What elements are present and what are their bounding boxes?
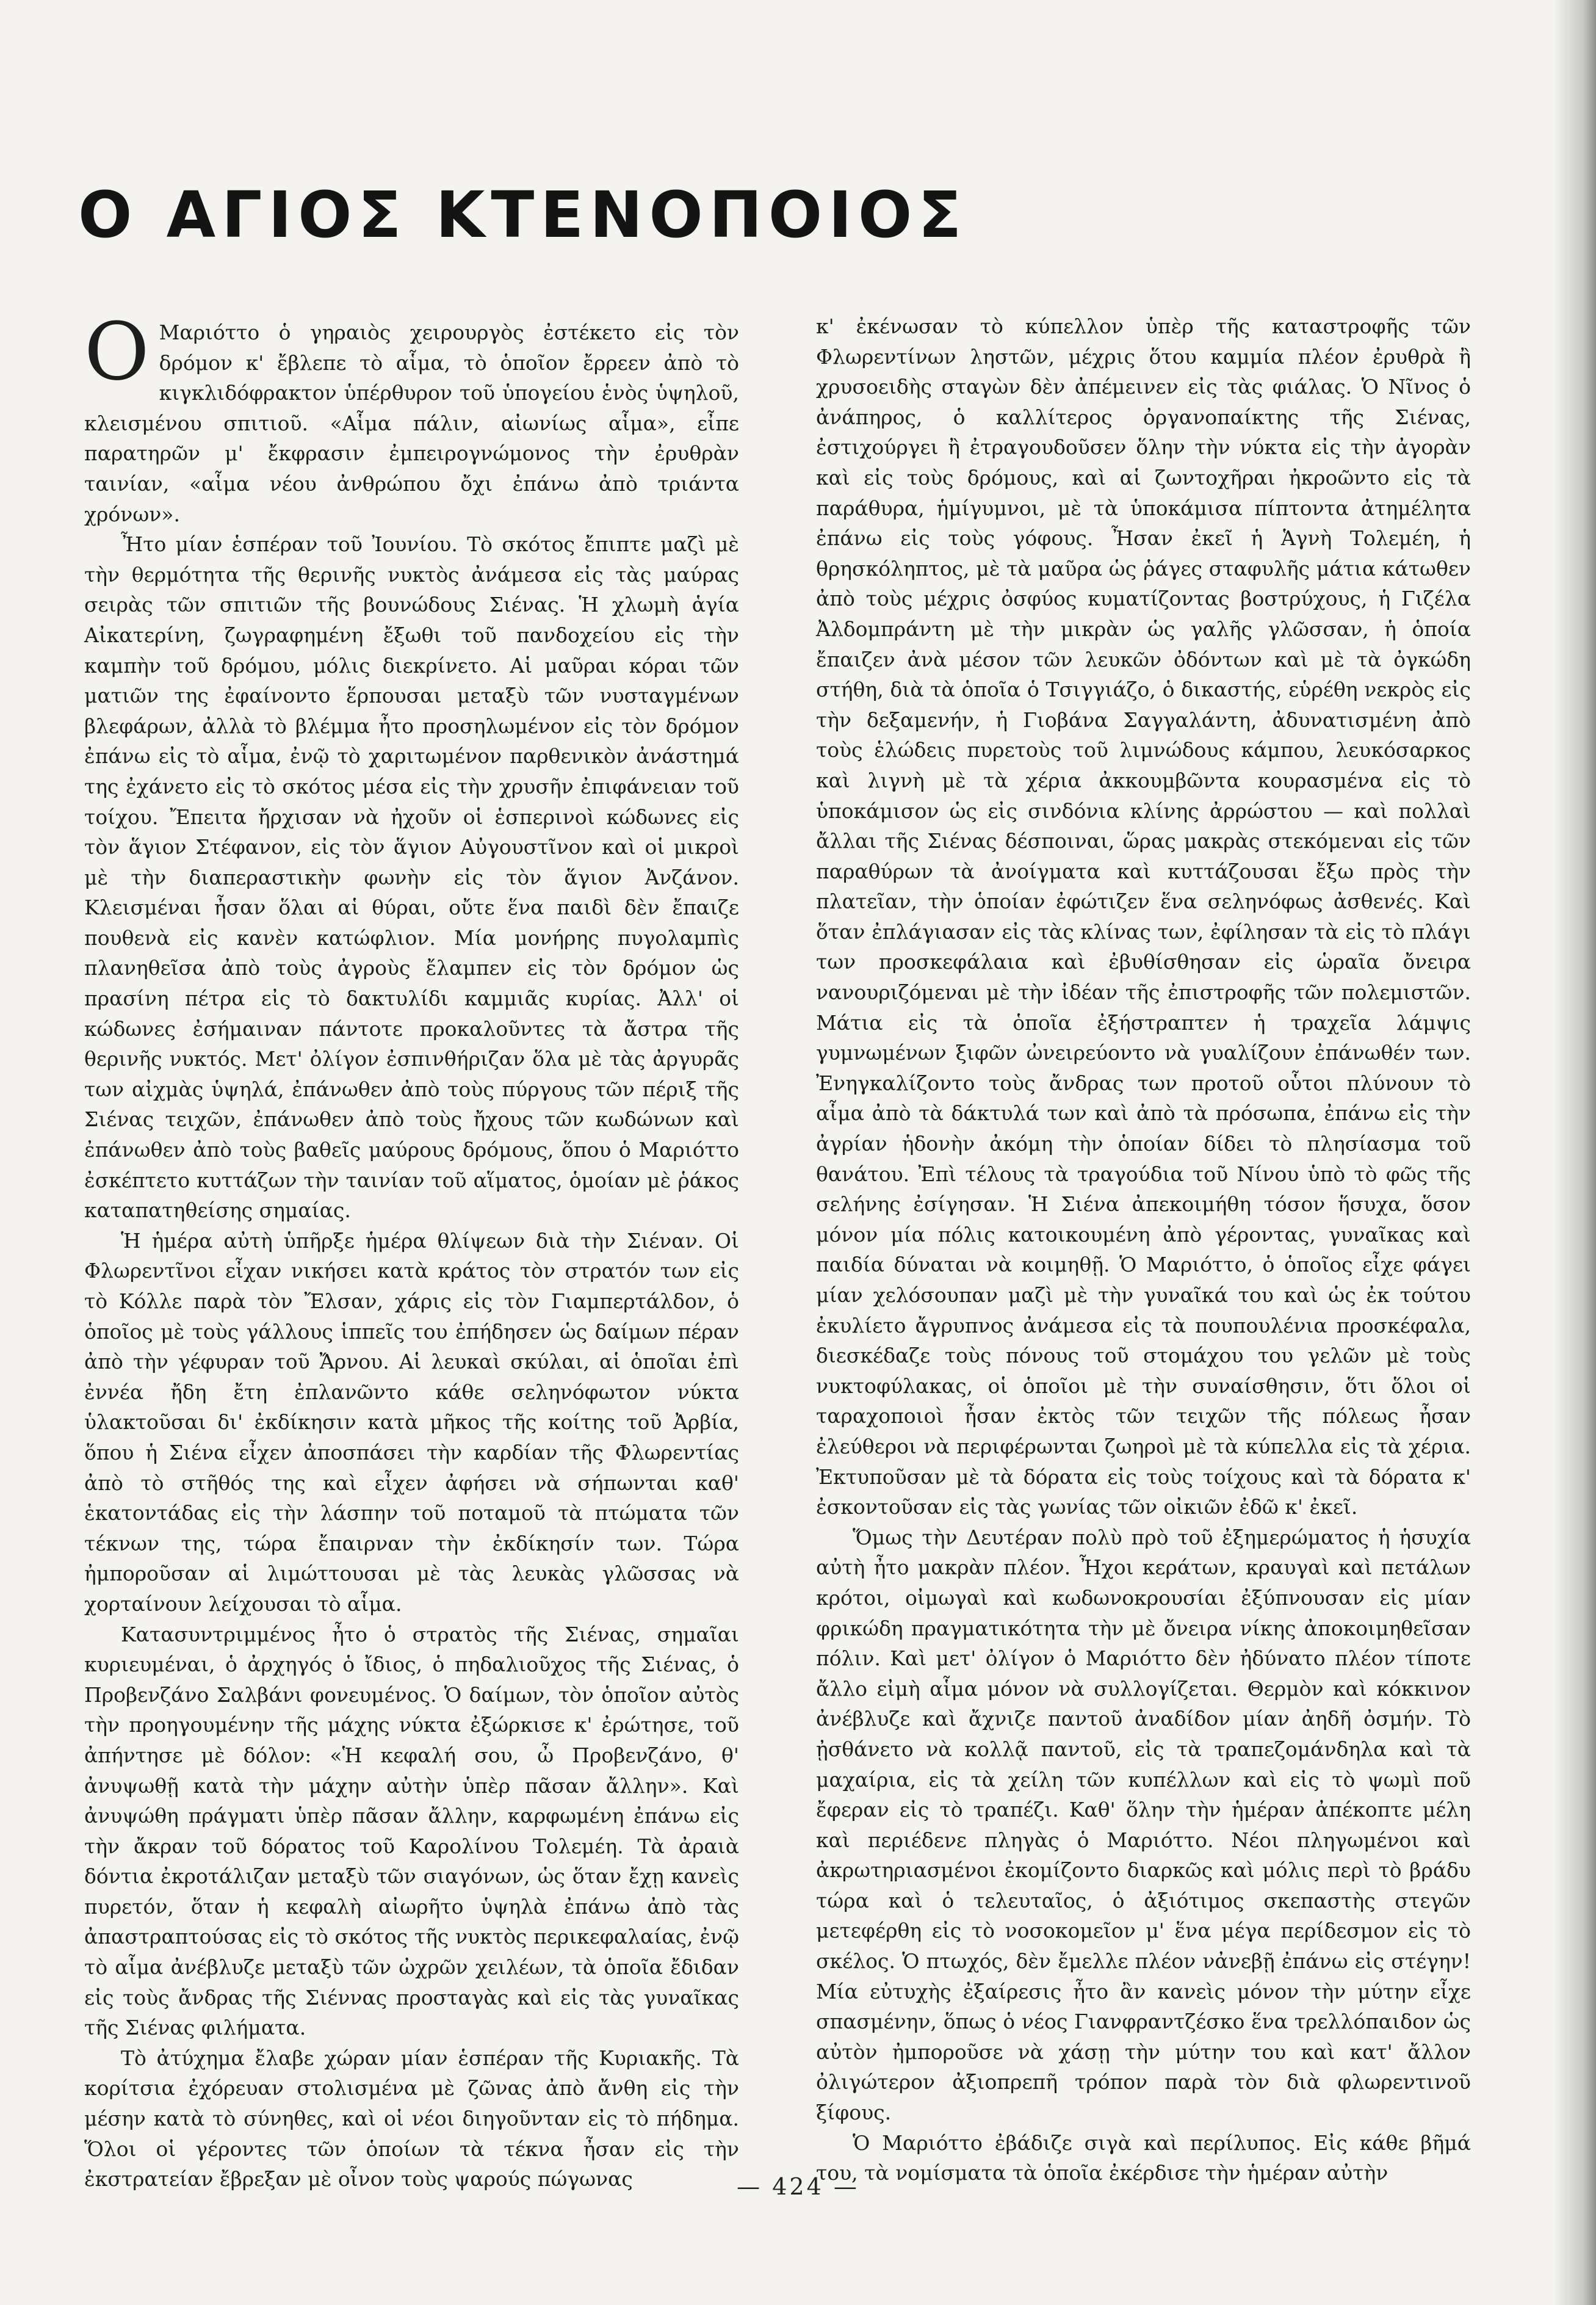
paragraph: Ἡ ἡμέρα αὐτὴ ὑπῆρξε ἡμέρα θλίψεων διὰ τὴν Σιέναν. Οἱ Φλωρεντῖνοι εἶχαν νικήσει κατὰ κράτος τὸν στρατόν των εἰς τὸ Κόλλε παρὰ τὸν Ἔλσαν, χάρις εἰς τὸν Γιαμπερτάλδον, ὁ ὁποῖος μὲ τοὺς γάλλους ἱππεῖς του ἐπήδησεν ὡς δαίμων πέραν ἀπὸ τὴν γέφυραν τοῦ Ἄρνου. Αἱ λευκαὶ σκύλαι, αἱ ὁποῖαι ἐπὶ ἐννέα ἤδη ἔτη ἐπλανῶντο κάθε σεληνόφωτον νύκτα ὑλακτοῦσαι δι' ἐκδίκησιν κατὰ μῆκος τῆς κοίτης τοῦ Ἀρβία, ὅπου ἡ Σιένα εἶχεν ἀποσπάσει τὴν καρδίαν τῆς Φλωρεντίας ἀπὸ τὸ στῆθός της καὶ εἶχεν ἀφήσει νὰ σήπωνται καθ' ἑκατοντάδας εἰς τὴν λάσπην τοῦ ποταμοῦ τὰ πτώματα τῶν τέκνων της, τώρα ἔπαιρναν τὴν ἐκδίκησίν των. Τώρα ἠμποροῦσαν αἱ λιμώττουσαι μὲ τὰς λευκὰς γλῶσσας νὰ χορταίνουν λείχουσαι τὸ αἷμα. bbox=[84, 1228, 739, 1616]
paragraph: Ὁ Μαριόττο ἐβάδιζε σιγὰ καὶ περίλυπος. Εἰς κάθε βῆμά του, τὰ νομίσματα τὰ ὁποῖα ἐκέρδισε τὴν ἡμέραν αὐτὴν bbox=[816, 2130, 1471, 2185]
paragraph-text: Μαριόττο ὁ γηραιὸς χειρουργὸς ἐστέκετο εἰς τὸν δρόμον κ' ἔβλεπε τὸ αἷμα, τὸ ὁποῖον ἔρρεεν ἀπὸ τὸ κιγκλιδόφρακτον ὑπέρθυρον τοῦ ὑπογείου ἑνὸς ὑψηλοῦ, κλεισμένου σπιτιοῦ. «Αἷμα πάλιν, αἰωνίως αἷμα», εἶπε παρατηρῶν μ' ἔκφρασιν ἐμπειρογνώμονος τὴν ἐρυθρὰν ταινίαν, «αἷμα νέου ἀνθρώπου ὄχι ἐπάνω ἀπὸ τριάντα χρόνων». bbox=[84, 320, 739, 526]
paragraph: Κατασυντριμμένος ἦτο ὁ στρατὸς τῆς Σιένας, σημαῖαι κυριευμέναι, ὁ ἀρχηγός ὁ ἴδιος, ὁ πηδαλιοῦχος τῆς Σιένας, ὁ Προβενζάνο Σαλβάνι φονευμένος. Ὁ δαίμων, τὸν ὁποῖον αὐτὸς τὴν προηγουμένην τῆς μάχης νύκτα ἐξώρκισε κ' ἐρώτησε, τοῦ ἀπήντησε μὲ δόλον: «Ἡ κεφαλή σου, ὦ Προβενζάνο, θ' ἀνυψωθῇ κατὰ τὴν μάχην αὐτὴν ὑπὲρ πᾶσαν ἄλλην». Καὶ ἀνυψώθη πράγματι ὑπὲρ πᾶσαν ἄλλην, καρφωμένη ἐπάνω εἰς τὴν ἄκραν τοῦ δόρατος τοῦ Καρολίνου Τολεμέη. Τὰ ἀραιὰ δόντια ἐκροτάλιζαν μεταξὺ τῶν σιαγόνων, ὡς ὅταν ἔχῃ κανεὶς πυρετόν, ὅταν ἡ κεφαλὴ αἰωρῆτο ὑψηλὰ ἐπάνω ἀπὸ τὰς ἀπαστραπτούσας εἰς τὸ σκότος τῆς νυκτὸς περικεφαλαίας, ἐνῷ τὸ αἷμα ἀνέβλυζε μεταξὺ τῶν ὠχρῶν χειλέων, τὰ ὁποῖα ἔδιδαν εἰς τοὺς ἄνδρας τῆς Σιέννας προσταγὰς καὶ εἰς τὰς γυναῖκας τῆς Σιένας φιλήματα. bbox=[84, 1622, 739, 2040]
binding-edge-shadow bbox=[1553, 0, 1596, 2305]
right-column bbox=[816, 311, 1471, 2185]
paragraph bbox=[84, 305, 739, 529]
page-number: — 424 — bbox=[737, 2173, 859, 2200]
article-title: Ο ΑΓΙΟΣ ΚΤΕΝΟΠΟΙΟΣ bbox=[78, 178, 968, 252]
left-column bbox=[84, 305, 739, 2191]
paragraph: κ' ἐκένωσαν τὸ κύπελλον ὑπὲρ τῆς καταστροφῆς τῶν Φλωρεντίνων ληστῶν, μέχρις ὅτου καμμία πλέον ἐρυθρὰ ἢ χρυσοειδὴς σταγὼν δὲν ἀπέμεινεν εἰς τὰς φιάλας. Ὁ Νῖνος ὁ ἀνάπηρος, ὁ καλλίτερος ὀργανοπαίκτης τῆς Σιένας, ἐστιχούργει ἢ ἐτραγουδοῦσεν ὅλην τὴν νύκτα εἰς τὴν ἀγορὰν καὶ εἰς τοὺς δρόμους, καὶ αἱ ζωντοχῆραι ἠκροῶντο εἰς τὰ παράθυρα, ἡμίγυμνοι, μὲ τὰ ὑποκάμισα πίπτοντα ἀτημέλητα ἐπάνω εἰς τοὺς γόφους. Ἦσαν ἐκεῖ ἡ Ἁγνὴ Τολεμέη, ἡ θρησκόληπτος, μὲ τὰ μαῦρα ὡς ῥάγες σταφυλῆς μάτια κάτωθεν ἀπὸ τοὺς μέχρις ὀσφύος κυματίζοντας βοστρύχους, ἡ Γιζέλα Ἀλδομπράντη μὲ τὴν μικρὰν ὡς γαλῆς γλῶσσαν, ἡ ὁποία ἔπαιζεν ἀνὰ μέσον τῶν λευκῶν ὀδόντων καὶ μὲ τὰ ὀγκώδη στήθη, διὰ τὰ ὁποῖα ὁ Τσιγγιάζο, ὁ δικαστής, εὑρέθη νεκρὸς εἰς τὴν δεξαμενήν, ἡ Γιοβάνα Σαγγαλάντη, ἀδυνατισμένη ἀπὸ τοὺς ἑλώδεις πυρετοὺς τοῦ λιμνώδους κάμπου, λευκόσαρκος καὶ λιγνὴ μὲ τὰ χέρια ἀκκουμβῶντα κουρασμένα εἰς τὸ ὑποκάμισον ὡς εἰς σινδόνια κλίνης ἀρρώστου — καὶ πολλαὶ ἄλλαι τῆς Σιένας δέσποιναι, ὥρας μακρὰς στεκόμεναι εἰς τῶν παραθύρων τὰ ἀνοίγματα καὶ κυττάζουσαι ἔξω πρὸς τὴν πλατεῖαν, τὴν ὁποίαν ἐφώτιζεν ἕνα σεληνόφως ἀσθενές. Καὶ ὅταν ἐπλάγιασαν εἰς τὰς κλίνας των, ἐφίλησαν τὰ εἰς τὸ πλάγι των προσκεφάλαια καὶ ἐβυθίσθησαν εἰς ὡραῖα ὄνειρα νανουριζόμεναι μὲ τὴν ἰδέαν τῆς ἐπιστροφῆς τῶν πολεμιστῶν. Μάτια εἰς τὰ ὁποῖα ἐξήστραπτεν ἡ τραχεῖα λάμψις γυμνωμένων ξιφῶν ὠνειρεύοντο νὰ γυαλίζουν ἐπάνωθέν των. Ἐνηγκαλίζοντο τοὺς ἄνδρας των προτοῦ οὗτοι πλύνουν τὸ αἷμα ἀπὸ τὰ δάκτυλά των καὶ ἀπὸ τὰ πρόσωπα, ἐπάνω εἰς τὴν ἀγρίαν ἡδονὴν ἀκόμη τὴν ὁποίαν δίδει τὸ πλησίασμα τοῦ θανάτου. Ἐπὶ τέλους τὰ τραγούδια τοῦ Νίνου ὑπὸ τὸ φῶς τῆς σελήνης ἐσίγησαν. Ἡ Σιένα ἀπεκοιμήθη τόσον ἥσυχα, ὅσον μόνον μία πόλις κατοικουμένη ἀπὸ γέροντας, γυναῖκας καὶ παιδία δύναται νὰ κοιμηθῇ. Ὁ Μαριόττο, ὁ ὁποῖος εἶχε φάγει μίαν χελόσουπαν μαζὶ μὲ τὴν γυναῖκά του καὶ ὡς ἐκ τούτου ἐκυλίετο ἄγρυπνος ἀνάμεσα εἰς τὰ πουπουλένια προσκέφαλα, διεσκέδαζε τοὺς πόνους τοῦ στομάχου του γελῶν μὲ τοὺς νυκτοφύλακας, οἱ ὁποῖοι μὲ τὴν συναίσθησιν, ὅτι ὅλοι οἱ ταραχοποιοὶ ἦσαν ἐκτὸς τῶν τειχῶν τῆς πόλεως ἦσαν ἐλεύθεροι νὰ περιφέρωνται ζωηροὶ μὲ τὰ κύπελλα εἰς τὰ χέρια. Ἐκτυποῦσαν μὲ τὰ δόρατα εἰς τοὺς τοίχους καὶ τὰ δόρατα κ' ἐσκοντοῦσαν εἰς τὰς γωνίας τῶν οἰκιῶν ἐδῶ κ' ἐκεῖ. bbox=[816, 314, 1471, 1519]
paragraph: Ἦτο μίαν ἑσπέραν τοῦ Ἰουνίου. Τὸ σκότος ἔπιπτε μαζὶ μὲ τὴν θερμότητα τῆς θερινῆς νυκτὸς ἀνάμεσα εἰς τὰς μαύρας σειρὰς τῶν σπιτιῶν τῆς βουνώδους Σιένας. Ἡ χλωμὴ ἁγία Αἰκατερίνη, ζωγραφημένη ἔξωθι τοῦ πανδοχείου εἰς τὴν καμπὴν τοῦ δρόμου, μόλις διεκρίνετο. Αἱ μαῦραι κόραι τῶν ματιῶν της ἐφαίνοντο ἕρπουσαι μεταξὺ τῶν νυσταγμένων βλεφάρων, ἀλλὰ τὸ βλέμμα ἦτο προσηλωμένον εἰς τὸν δρόμον ἐπάνω εἰς τὸ αἷμα, ἐνῷ τὸ χαριτωμένον παρθενικὸν ἀνάστημά της ἐχάνετο εἰς τὸ σκότος μέσα εἰς τὴν χρυσῆν ἐπιφάνειαν τοῦ τοίχου. Ἔπειτα ἤρχισαν νὰ ἠχοῦν οἱ ἑσπερινοὶ κώδωνες εἰς τὸν ἅγιον Στέφανον, εἰς τὸν ἅγιον Αὐγουστῖνον καὶ οἱ μικροὶ μὲ τὴν διαπεραστικὴν φωνὴν εἰς τὸν ἅγιον Ἀνζάνον. Κλεισμέναι ἦσαν ὅλαι αἱ θύραι, οὔτε ἕνα παιδὶ δὲν ἔπαιζε πουθενὰ εἰς κανὲν κατώφλιον. Μία μονήρης πυγολαμπὶς πλανηθεῖσα ἀπὸ τοὺς ἀγροὺς ἔλαμπεν εἰς τὸν δρόμον ὡς πρασίνη πέτρα εἰς τὸ δακτυλίδι καμμιᾶς κυρίας. Ἀλλ' οἱ κώδωνες ἐσήμαιναν πάντοτε προκαλοῦντες τὰ ἄστρα τῆς θερινῆς νυκτός. Μετ' ὀλίγον ἐσπινθήριζαν ὅλα μὲ τὰς ἀργυρᾶς των αἰχμὰς ὑψηλά, ἐπάνωθεν ἀπὸ τοὺς πύργους τῶν πέριξ τῆς Σιένας τειχῶν, ἐπάνωθεν ἀπὸ τοὺς ἤχους τῶν κωδώνων καὶ ἐπάνωθεν ἀπὸ τοὺς βαθεῖς μαύρους δρόμους, ὅπου ὁ Μαριόττο ἐσκέπτετο κυττάζων τὴν ταινίαν τοῦ αἵματος, ὁμοίαν μὲ ῥάκος καταπατηθείσης σημαίας. bbox=[84, 532, 739, 1223]
paragraph: Ὅμως τὴν Δευτέραν πολὺ πρὸ τοῦ ἐξημερώματος ἡ ἡσυχία αὐτὴ ἦτο μακρὰν πλέον. Ἦχοι κεράτων, κραυγαὶ καὶ πετάλων κρότοι, οἰμωγαὶ καὶ κωδωνοκρουσίαι ἐξύπνουσαν εἰς μίαν φρικώδη πραγματικότητα τὴν μὲ ὄνειρα νίκης ἀποκοιμηθεῖσαν πόλιν. Καὶ μετ' ὀλίγον ὁ Μαριόττο δὲν ἠδύνατο πλέον τίποτε ἄλλο εἰμὴ αἷμα μόνον νὰ συλλογίζεται. Θερμὸν καὶ κόκκινον ἀνέβλυζε καὶ ἄχνιζε παντοῦ ἀναδίδον μίαν ἀηδῆ ὀσμήν. Τὸ ᾐσθάνετο νὰ κολλᾷ παντοῦ, εἰς τὰ τραπεζομάνδηλα καὶ τὰ μαχαίρια, εἰς τὰ χείλη τῶν κυπέλλων καὶ εἰς τὸ ψωμὶ ποῦ ἔφεραν εἰς τὸ τραπέζι. Καθ' ὅλην τὴν ἡμέραν ἀπέκοπτε μέλη καὶ περιέδενε πληγὰς ὁ Μαριόττο. Νέοι πληγωμένοι καὶ ἀκρωτηριασμένοι ἐκομίζοντο διαρκῶς καὶ μόλις περὶ τὸ βράδυ τώρα καὶ ὁ τελευταῖος, ὁ ἀξιότιμος σκεπαστὴς στεγῶν μετεφέρθη εἰς τὸ νοσοκομεῖον μ' ἕνα μέγα περίδεσμον εἰς τὸ σκέλος. Ὁ πτωχός, δὲν ἔμελλε πλέον νἀνεβῇ ἐπάνω εἰς στέγην! Μία εὐτυχὴς ἐξαίρεσις ἦτο ἂν κανεὶς μόνον τὴν μύτην εἶχε σπασμένην, ὅπως ὁ νέος Γιανφραντζέσκο ἕνα τρελλόπαιδον ὡς αὐτὸν ἠμποροῦσε νὰ χάσῃ τὴν μύτην του καὶ κατ' ἄλλον ὀλιγώτερον ἀξιοπρεπῆ τρόπον παρὰ τὸν διὰ φλωρεντινοῦ ξίφους. bbox=[816, 1525, 1471, 2125]
drop-cap: Ο bbox=[84, 305, 150, 398]
paragraph: Τὸ ἀτύχημα ἔλαβε χώραν μίαν ἑσπέραν τῆς Κυριακῆς. Τὰ κορίτσια ἐχόρευαν στολισμένα μὲ ζῶνας ἀπὸ ἄνθη εἰς τὴν μέσην κατὰ τὸ σύνηθες, καὶ οἱ νέοι διηγοῦνταν εἰς τὸ πήδημα. Ὅλοι οἱ γέροντες τῶν ὁποίων τὰ τέκνα ἦσαν εἰς τὴν ἐκστρατείαν ἔβρεξαν μὲ οἶνον τοὺς ψαρούς πώγωνας bbox=[84, 2046, 739, 2191]
